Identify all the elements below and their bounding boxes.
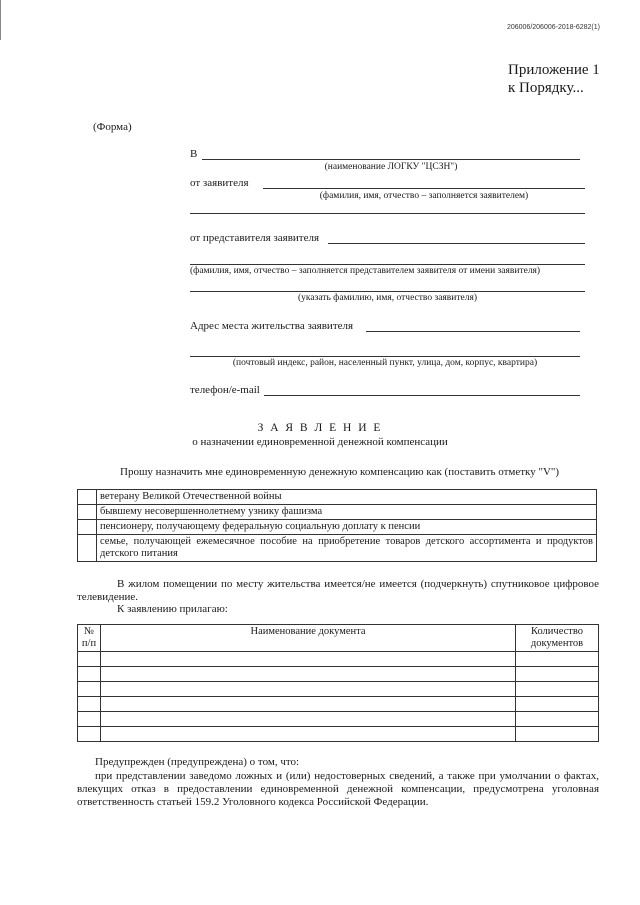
cell-name[interactable] (101, 667, 516, 682)
representative-field[interactable] (328, 243, 585, 244)
address-field-line-2[interactable] (190, 356, 580, 357)
option-label: бывшему несовершеннолетнему узнику фашизма (97, 505, 597, 520)
representative-hint: (фамилия, имя, отчество – заполняется представителем заявителя от имени заявителя) (190, 266, 541, 276)
option-checkbox[interactable] (78, 520, 97, 535)
document-id: 206006/206006-2018-6282(1) (506, 24, 600, 31)
cell-number[interactable] (78, 682, 101, 697)
option-checkbox[interactable] (78, 535, 97, 562)
cell-number[interactable] (78, 667, 101, 682)
cell-quantity[interactable] (516, 652, 599, 667)
option-label: семье, получающей ежемесячное пособие на приобретение товаров детского ассортимента и продуктов детского питания (97, 535, 597, 562)
representative-label: от представителя заявителя (190, 232, 320, 244)
table-row (78, 682, 599, 697)
cell-quantity[interactable] (516, 712, 599, 727)
col-number-header: № п/п (78, 625, 101, 652)
warned-label: Предупрежден (предупреждена) о том, что: (95, 756, 300, 768)
cell-name[interactable] (101, 697, 516, 712)
cell-number[interactable] (78, 697, 101, 712)
options-table (77, 489, 597, 562)
applicant-name-field[interactable] (190, 291, 585, 292)
from-field[interactable] (263, 188, 585, 189)
request-text: Прошу назначить мне единовременную денежную компенсацию как (поставить отметку "V") (120, 466, 560, 478)
option-row (78, 505, 597, 520)
document-subtitle: о назначении единовременной денежной компенсации (192, 436, 448, 448)
option-row (78, 490, 597, 505)
phone-field[interactable] (264, 395, 580, 396)
option-row (78, 535, 597, 562)
document-title: З А Я В Л Е Н И Е (257, 422, 383, 434)
form-label: (Форма) (93, 121, 132, 133)
option-label: ветерану Великой Отечественной войны (97, 490, 597, 505)
table-row (78, 697, 599, 712)
table-row (78, 652, 599, 667)
cell-name[interactable] (101, 682, 516, 697)
cell-quantity[interactable] (516, 697, 599, 712)
option-checkbox[interactable] (78, 505, 97, 520)
warning-text: при представлении заведомо ложных и (или) недостоверных сведений, а также при умолчании о фактах, влекущих отказ в предоставлении единовременной денежной компенсации, предусмотрена уголовная ответственность статьей 159.2 Уголовного кодекса Российской Федерации. (77, 770, 599, 808)
option-row (78, 520, 597, 535)
option-checkbox[interactable] (78, 490, 97, 505)
cell-name[interactable] (101, 652, 516, 667)
documents-table (77, 624, 599, 742)
table-row (78, 667, 599, 682)
cell-name[interactable] (101, 727, 516, 742)
to-hint: (наименование ЛОГКУ "ЦСЗН") (324, 162, 458, 172)
address-field[interactable] (366, 331, 580, 332)
address-label: Адрес места жительства заявителя (190, 320, 354, 332)
cell-number[interactable] (78, 652, 101, 667)
cell-number[interactable] (78, 712, 101, 727)
tv-statement: В жилом помещении по месту жительства имеется/не имеется (подчеркнуть) спутниковое цифровое телевидение. (77, 578, 599, 603)
col-quantity-header: Количество документов (516, 625, 599, 652)
to-field[interactable] (202, 159, 580, 160)
appendix-line-1: Приложение 1 (508, 62, 600, 78)
representative-field-line-2[interactable] (190, 264, 585, 265)
scan-edge-mark (0, 0, 1, 40)
to-label: В (190, 148, 198, 160)
table-row (78, 727, 599, 742)
from-field-line-2[interactable] (190, 213, 585, 214)
appendix-line-2: к Порядку... (508, 80, 584, 96)
option-label: пенсионеру, получающему федеральную социальную доплату к пенсии (97, 520, 597, 535)
applicant-name-hint: (указать фамилию, имя, отчество заявителя) (297, 293, 477, 303)
documents-header-row (78, 625, 599, 652)
from-hint: (фамилия, имя, отчество – заполняется заявителем) (319, 191, 529, 201)
cell-number[interactable] (78, 727, 101, 742)
cell-quantity[interactable] (516, 667, 599, 682)
phone-label: телефон/e-mail (190, 384, 260, 396)
address-hint: (почтовый индекс, район, населенный пункт, улица, дом, корпус, квартира) (232, 358, 538, 368)
from-label: от заявителя (190, 177, 249, 189)
cell-quantity[interactable] (516, 682, 599, 697)
attach-label: К заявлению прилагаю: (117, 603, 228, 615)
table-row (78, 712, 599, 727)
cell-quantity[interactable] (516, 727, 599, 742)
cell-name[interactable] (101, 712, 516, 727)
col-name-header: Наименование документа (101, 625, 516, 652)
